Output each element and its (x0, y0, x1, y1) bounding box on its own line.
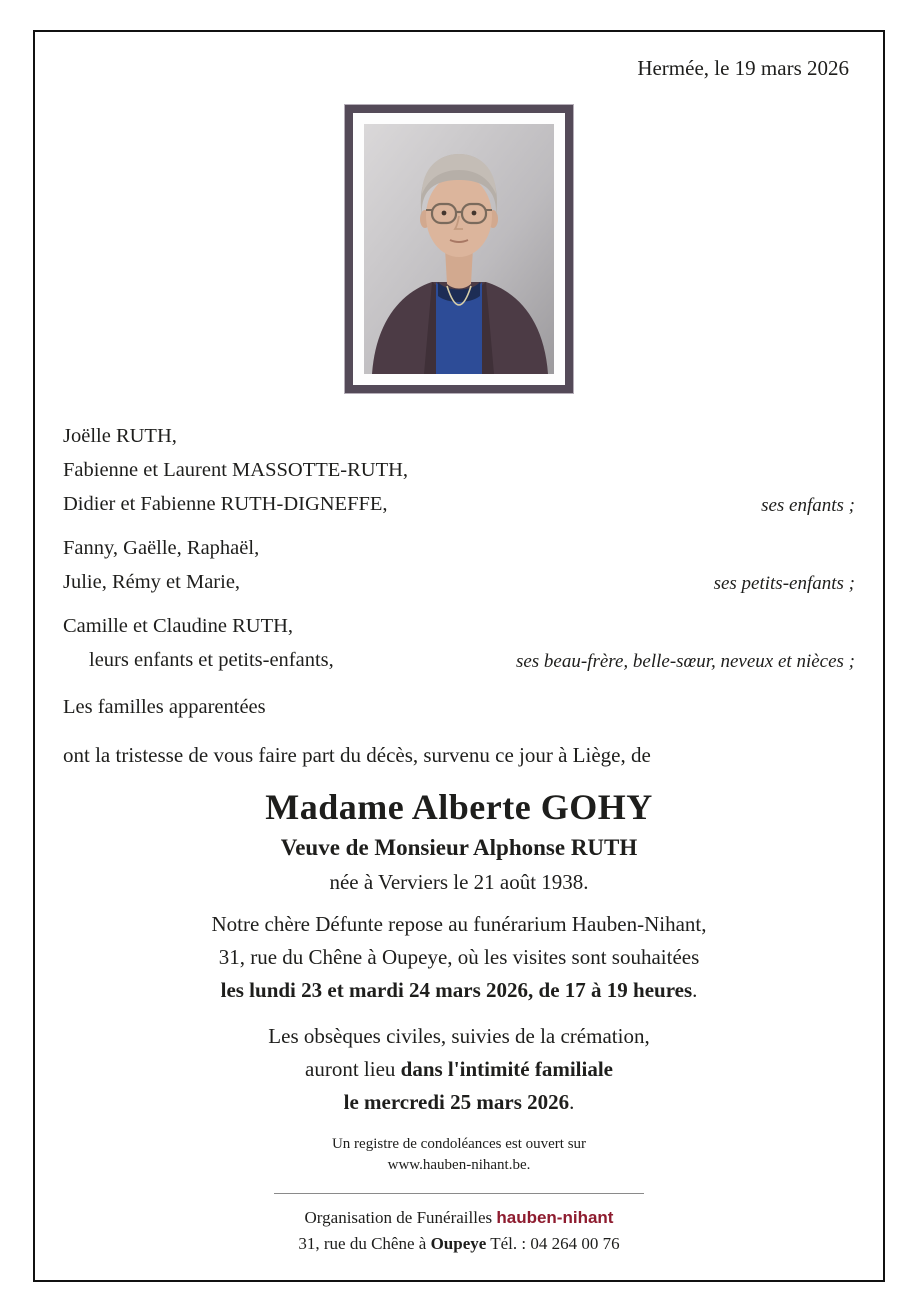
deceased-widow-of: Veuve de Monsieur Alphonse RUTH (280, 835, 638, 860)
photo-frame (345, 105, 573, 393)
visitation-line1: Notre chère Défunte repose au funérarium Hauben-Nihant, (211, 912, 707, 936)
funeral-date: le mercredi 25 mars 2026 (343, 1090, 570, 1114)
funeral-privacy: dans l'intimité familiale (400, 1057, 613, 1081)
family-names (63, 531, 259, 599)
portrait-photo (364, 124, 554, 374)
family-name-line: Fabienne et Laurent MASSOTTE-RUTH, (63, 459, 409, 481)
footer-address-city: Oupeye (430, 1234, 487, 1253)
funeral-line1: Les obsèques civiles, suivies de la crémation, (268, 1024, 650, 1048)
register-line1: Un registre de condoléances est ouvert sur (331, 1136, 587, 1152)
family-group-children (63, 419, 855, 521)
family-name-line: Fanny, Gaëlle, Raphaël, (63, 537, 260, 559)
family-closing: Les familles apparentées (63, 696, 266, 718)
footer-org-prefix: Organisation de Funérailles (304, 1208, 497, 1227)
footer-organisation-line (63, 1205, 855, 1231)
visitation-period: . (692, 978, 698, 1002)
page-border-frame (33, 30, 885, 1282)
family-name-line: Didier et Fabienne RUTH-DIGNEFFE, (63, 493, 388, 515)
footer-address-line (63, 1231, 855, 1257)
family-names (63, 609, 334, 677)
register-website: www.hauben-nihant.be. (387, 1157, 531, 1173)
deceased-birth: née à Verviers le 21 août 1938. (329, 870, 589, 894)
family-name-line: Julie, Rémy et Marie, (63, 571, 241, 593)
family-name-line: leurs enfants et petits-enfants, (89, 649, 334, 671)
family-group-inlaws (63, 609, 855, 677)
family-names (63, 419, 408, 521)
funeral-paragraph (63, 1020, 855, 1119)
dateline: Hermée, le 19 mars 2026 (637, 56, 849, 80)
visitation-paragraph (63, 908, 855, 1007)
funeral-period: . (569, 1090, 575, 1114)
footer-divider (274, 1193, 644, 1194)
family-group-grandchildren (63, 531, 855, 599)
relation-label: ses enfants ; (761, 495, 855, 516)
family-name-line: Joëlle RUTH, (63, 425, 177, 447)
footer-brand: hauben-nihant (496, 1208, 614, 1227)
footer-address-phone: Tél. : 04 264 00 76 (486, 1234, 620, 1253)
deceased-name: Madame Alberte GOHY (265, 787, 653, 827)
relation-label: ses petits-enfants ; (713, 573, 855, 594)
footer (63, 1205, 855, 1257)
relation-label: ses beau-frère, belle-sœur, neveux et nièces ; (515, 651, 855, 672)
funeral-line2-prefix: auront lieu (305, 1057, 401, 1081)
visitation-line2: 31, rue du Chêne à Oupeye, où les visites sont souhaitées (218, 945, 700, 969)
announcement-line: ont la tristesse de vous faire part du décès, survenu ce jour à Liège, de (63, 743, 651, 767)
condolence-register (63, 1134, 855, 1176)
family-section (63, 419, 855, 724)
family-name-line: Camille et Claudine RUTH, (63, 615, 294, 637)
footer-address-prefix: 31, rue du Chêne à (298, 1234, 431, 1253)
visitation-dates: les lundi 23 et mardi 24 mars 2026, de 17 à 19 heures (220, 978, 693, 1002)
